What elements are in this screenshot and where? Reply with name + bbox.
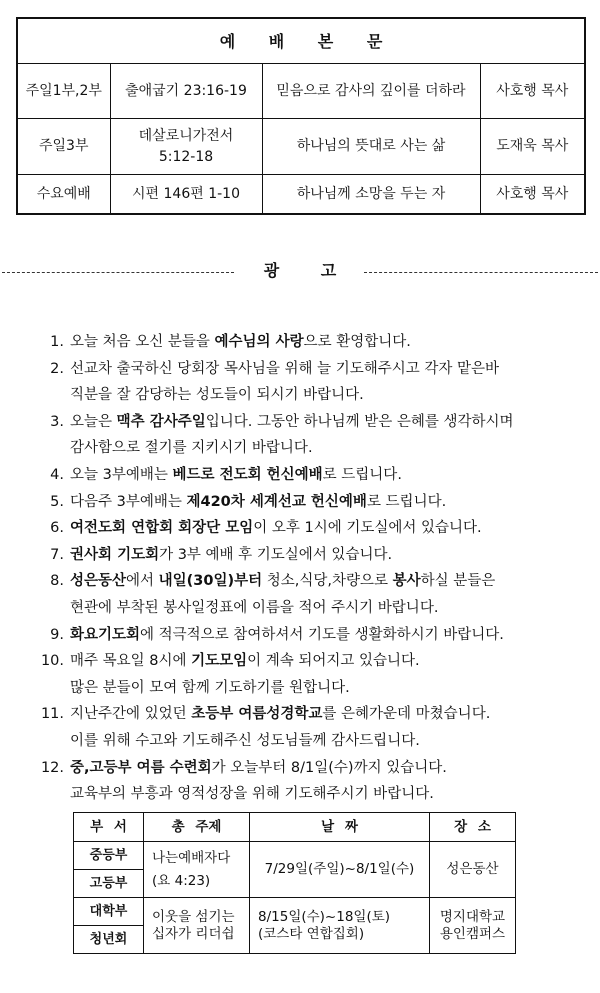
- list-item: [30, 409, 590, 462]
- list-item: [30, 356, 590, 409]
- scripture: 출애굽기 23:16-19: [110, 64, 262, 119]
- item-number: 3.: [50, 413, 64, 430]
- service-name: 수요예배: [17, 175, 110, 214]
- preacher: 사호행 목사: [480, 175, 585, 214]
- emphasis-text: 성은동산: [70, 573, 127, 590]
- announcement-line: [30, 382, 590, 409]
- item-number: 11.: [40, 706, 64, 723]
- place-line: 명지대학교: [439, 908, 506, 925]
- emphasis-text: 맥추 감사주일: [116, 413, 206, 430]
- item-number: 8.: [50, 573, 64, 590]
- department: 대학부: [74, 898, 144, 926]
- text-segment: 이 계속 되어지고 있습니다.: [247, 653, 420, 670]
- text-segment: 직분을 잘 감당하는 성도들이 되시기 바랍니다.: [70, 387, 364, 404]
- text-segment: 으로 환영합니다.: [303, 334, 411, 350]
- announcement-line: [30, 568, 590, 595]
- text-segment: 오늘은: [70, 413, 117, 430]
- retreat-table: [73, 812, 516, 954]
- theme-line: 이웃을 섬기는: [152, 908, 235, 925]
- item-number: 9.: [50, 626, 64, 643]
- emphasis-text: 기도모임: [191, 653, 248, 670]
- announcements-header: [0, 258, 600, 282]
- text-segment: 선교차 출국하신 당회장 목사님을 위해 늘 기도해주시고 각자 맡은바: [70, 360, 500, 377]
- header-date: 날 짜: [250, 813, 430, 842]
- list-item: [30, 542, 590, 569]
- sermon-table-title: 예 배 본 문: [17, 18, 585, 64]
- emphasis-text: 권사회 기도회: [70, 546, 160, 563]
- emphasis-text: 베드로 전도회 헌신예배: [172, 466, 323, 483]
- place: [430, 898, 516, 954]
- announcement-line: [30, 542, 590, 569]
- scripture: [110, 119, 262, 175]
- text-segment: 이를 위해 수고와 기도해주신 성도님들께 감사드립니다.: [70, 732, 420, 749]
- emphasis-text: 봉사: [392, 573, 421, 590]
- list-item: [30, 568, 590, 621]
- header-place: 장 소: [430, 813, 516, 842]
- text-segment: 교육부의 부흥과 영적성장을 위해 기도해주시기 바랍니다.: [70, 786, 434, 803]
- emphasis-text: 여전도회 연합회 회장단 모임: [70, 520, 254, 537]
- list-item: [30, 622, 590, 649]
- text-segment: 오늘 3부예배는: [70, 466, 173, 483]
- item-number: 12.: [40, 759, 64, 776]
- announcement-line: [30, 622, 590, 649]
- item-number: 5.: [50, 493, 64, 510]
- sermon-title: 하나님께 소망을 두는 자: [262, 175, 480, 214]
- sermon-table: [16, 17, 586, 215]
- item-number: 2.: [50, 360, 64, 377]
- announcement-line: [30, 595, 590, 622]
- text-segment: 매주 목요일 8시에: [70, 653, 192, 670]
- list-item: [30, 329, 590, 356]
- announcement-line: [30, 409, 590, 436]
- text-segment: 로 드립니다.: [322, 466, 402, 483]
- text-segment: 하실 분들은: [420, 573, 496, 590]
- announcement-line: [30, 701, 590, 728]
- announcement-line: [30, 329, 590, 356]
- text-segment: 감사함으로 절기를 지키시기 바랍니다.: [70, 440, 313, 457]
- text-segment: 지난주간에 있었던: [70, 706, 192, 723]
- list-item: [30, 755, 590, 808]
- announcement-line: [30, 435, 590, 462]
- text-segment: 에 적극적으로 참여하셔서 기도를 생활화하시기 바랍니다.: [140, 626, 504, 643]
- text-segment: 오늘 처음 오신 분들을: [70, 334, 215, 350]
- emphasis-text: 내일(30일)부터: [158, 573, 263, 590]
- preacher: 도재욱 목사: [480, 119, 585, 175]
- date: [250, 898, 430, 954]
- date: 7/29일(주일)~8/1일(수): [250, 842, 430, 898]
- preacher: 사호행 목사: [480, 64, 585, 119]
- emphasis-text: 예수님의 사랑: [214, 334, 304, 350]
- text-segment: 가 오늘부터 8/1일(수)까지 있습니다.: [211, 759, 447, 776]
- text-segment: 이 오후 1시에 기도실에서 있습니다.: [253, 520, 482, 537]
- text-segment: 에서: [126, 573, 159, 590]
- service-name: 주일1부,2부: [17, 64, 110, 119]
- department: 고등부: [74, 870, 144, 898]
- announcement-line: [30, 675, 590, 702]
- department: 중등부: [74, 842, 144, 870]
- divider: [364, 272, 598, 273]
- announcement-line: [30, 781, 590, 808]
- list-item: [30, 489, 590, 516]
- retreat-header-row: [74, 813, 516, 842]
- emphasis-text: 화요기도회: [70, 626, 141, 643]
- theme-line: 나는예배자다: [152, 849, 231, 866]
- service-name: 주일3부: [17, 119, 110, 175]
- item-number: 10.: [40, 653, 64, 670]
- announcement-list: [30, 329, 590, 808]
- sermon-row: [17, 64, 585, 119]
- list-item: [30, 462, 590, 489]
- table-row: [74, 842, 516, 870]
- announcements-title: 광 고: [263, 261, 337, 280]
- sermon-title: 믿음으로 감사의 깊이를 더하라: [262, 64, 480, 119]
- announcement-line: [30, 462, 590, 489]
- text-segment: 청소,식당,차량으로: [262, 573, 393, 590]
- theme-line: 십자가 리더쉽: [152, 925, 235, 942]
- text-segment: 다음주 3부예배는: [70, 493, 187, 510]
- theme: [144, 898, 250, 954]
- scripture-line: 데살로니가전서: [138, 127, 234, 144]
- text-segment: 로 드립니다.: [366, 493, 447, 510]
- header-theme: 총 주제: [144, 813, 250, 842]
- date-line: (코스타 연합집회): [258, 925, 365, 942]
- item-number: 7.: [50, 546, 64, 563]
- emphasis-text: 제420차 세계선교 헌신예배: [186, 493, 367, 510]
- table-row: [74, 898, 516, 926]
- announcement-line: [30, 356, 590, 383]
- text-segment: 를 은혜가운데 마쳤습니다.: [322, 706, 491, 723]
- announcement-line: [30, 515, 590, 542]
- announcement-line: [30, 755, 590, 782]
- sermon-title: 하나님의 뜻대로 사는 삶: [262, 119, 480, 175]
- text-segment: 입니다. 그동안 하나님께 받은 은혜를 생각하시며: [205, 413, 514, 430]
- date-line: 8/15일(수)~18일(토): [258, 908, 391, 925]
- scripture: 시편 146편 1-10: [110, 175, 262, 214]
- sermon-row: [17, 175, 585, 214]
- item-number: 4.: [50, 466, 64, 483]
- item-number: 6.: [50, 520, 64, 537]
- list-item: [30, 701, 590, 754]
- place: 성은동산: [430, 842, 516, 898]
- text-segment: 현관에 부착된 봉사일정표에 이름을 적어 주시기 바랍니다.: [70, 599, 439, 616]
- theme: [144, 842, 250, 898]
- emphasis-text: 중,고등부 여름 수련회: [70, 759, 212, 776]
- department: 청년회: [74, 926, 144, 954]
- theme-line: (요 4:23): [152, 872, 211, 889]
- list-item: [30, 515, 590, 542]
- list-item: [30, 648, 590, 701]
- item-number: 1.: [50, 334, 64, 350]
- announcement-line: [30, 489, 590, 516]
- announcement-line: [30, 648, 590, 675]
- scripture-line: 5:12-18: [158, 148, 214, 165]
- header-department: 부 서: [74, 813, 144, 842]
- place-line: 용인캠퍼스: [439, 925, 506, 942]
- text-segment: 가 3부 예배 후 기도실에서 있습니다.: [159, 546, 393, 563]
- announcement-line: [30, 728, 590, 755]
- sermon-row: [17, 119, 585, 175]
- text-segment: 많은 분들이 모여 함께 기도하기를 원합니다.: [70, 679, 350, 696]
- emphasis-text: 초등부 여름성경학교: [191, 706, 323, 723]
